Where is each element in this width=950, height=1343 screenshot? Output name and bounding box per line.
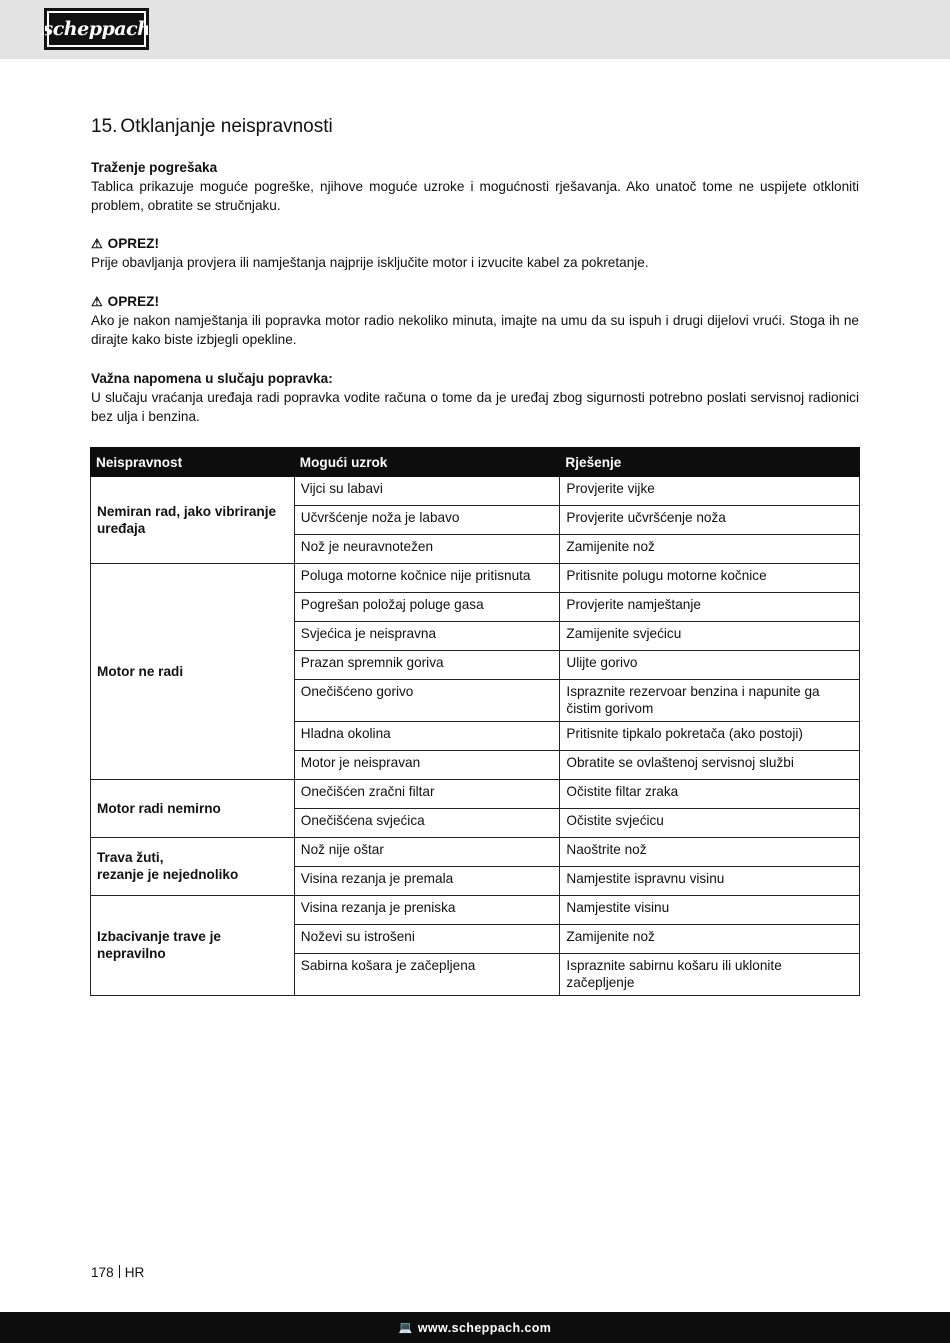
solution-cell: Obratite se ovlaštenoj servisnoj službi <box>560 751 860 780</box>
column-header-solution: Rješenje <box>560 448 860 477</box>
table-row <box>91 896 860 925</box>
website-link[interactable]: www.scheppach.com <box>417 1320 552 1335</box>
solution-cell: Pritisnite tipkalo pokretača (ako postoji) <box>560 722 860 751</box>
solution-cell: Provjerite vijke <box>560 477 860 506</box>
section-title-text: Otklanjanje neispravnosti <box>120 116 333 137</box>
page-number: 178 <box>91 1265 114 1280</box>
cause-cell: Prazan spremnik goriva <box>294 651 560 680</box>
cause-cell: Sabirna košara je začepljena <box>294 954 560 996</box>
intro-text: Tablica prikazuje moguće pogreške, njihove moguće uzroke i mogućnosti rješavanja. Ako unatoč tome ne uspijete otkloniti problem, obratite se stručnjaku. <box>91 179 859 213</box>
warning-label: OPREZ! <box>107 294 160 309</box>
separator <box>119 1265 120 1278</box>
fault-cell: Trava žuti, rezanje je nejednoliko <box>91 838 295 896</box>
fault-cell: Nemiran rad, jako vibriranje uređaja <box>91 477 295 564</box>
warning-text: Prije obavljanja provjera ili namještanja najprije isključite motor i izvucite kabel za pokretanje. <box>91 255 649 270</box>
troubleshooting-table <box>90 447 860 996</box>
cause-cell: Svjećica je neispravna <box>294 622 560 651</box>
cause-cell: Učvršćenje noža je labavo <box>294 506 560 535</box>
solution-cell: Očistite svjećicu <box>560 809 860 838</box>
solution-cell: Pritisnite polugu motorne kočnice <box>560 564 860 593</box>
solution-cell: Provjerite učvršćenje noža <box>560 506 860 535</box>
solution-cell: Zamijenite svjećicu <box>560 622 860 651</box>
table-row <box>91 838 860 867</box>
intro-block <box>91 158 859 215</box>
language-code: HR <box>124 1265 145 1280</box>
page-number-footer <box>91 1265 144 1280</box>
cause-cell: Onečišćen zračni filtar <box>294 780 560 809</box>
table-row <box>91 564 860 593</box>
computer-icon: 💻 <box>398 1322 413 1334</box>
warning-triangle-icon: ⚠ <box>91 236 103 251</box>
table-row <box>91 780 860 809</box>
cause-cell: Hladna okolina <box>294 722 560 751</box>
column-header-cause: Mogući uzrok <box>294 448 560 477</box>
solution-cell: Naoštrite nož <box>560 838 860 867</box>
repair-note-heading: Važna napomena u slučaju popravka: <box>91 371 333 386</box>
solution-cell: Zamijenite nož <box>560 535 860 564</box>
cause-cell: Onečišćeno gorivo <box>294 680 560 722</box>
solution-cell: Očistite filtar zraka <box>560 780 860 809</box>
column-header-fault: Neispravnost <box>91 448 295 477</box>
fault-cell: Izbacivanje trave je nepravilno <box>91 896 295 996</box>
cause-cell: Poluga motorne kočnice nije pritisnuta <box>294 564 560 593</box>
cause-cell: Visina rezanja je preniska <box>294 896 560 925</box>
solution-cell: Namjestite visinu <box>560 896 860 925</box>
warning-block-2 <box>91 292 859 349</box>
solution-cell: Ispraznite sabirnu košaru ili uklonite začepljenje <box>560 954 860 996</box>
section-title <box>91 116 333 138</box>
cause-cell: Noževi su istrošeni <box>294 925 560 954</box>
warning-text: Ako je nakon namještanja ili popravka motor radio nekoliko minuta, imajte na umu da su ispuh i drugi dijelovi vrući. Stoga ih ne dirajte kako biste izbjegli opekline. <box>91 313 859 347</box>
cause-cell: Visina rezanja je premala <box>294 867 560 896</box>
warning-label: OPREZ! <box>107 236 160 251</box>
intro-heading: Traženje pogrešaka <box>91 160 218 175</box>
solution-cell: Zamijenite nož <box>560 925 860 954</box>
repair-note-text: U slučaju vraćanja uređaja radi popravka vodite računa o tome da je uređaj zbog sigurnosti potrebno poslati servisnoj radionici bez ulja i benzina. <box>91 390 859 424</box>
cause-cell: Motor je neispravan <box>294 751 560 780</box>
table-header-row <box>91 448 860 477</box>
solution-cell: Ulijte gorivo <box>560 651 860 680</box>
brand-logo: scheppach <box>45 9 148 49</box>
cause-cell: Nož nije oštar <box>294 838 560 867</box>
cause-cell: Vijci su labavi <box>294 477 560 506</box>
fault-cell: Motor radi nemirno <box>91 780 295 838</box>
solution-cell: Ispraznite rezervoar benzina i napunite ga čistim gorivom <box>560 680 860 722</box>
footer-band <box>0 1312 950 1343</box>
cause-cell: Pogrešan položaj poluge gasa <box>294 593 560 622</box>
solution-cell: Namjestite ispravnu visinu <box>560 867 860 896</box>
cause-cell: Onečišćena svjećica <box>294 809 560 838</box>
solution-cell: Provjerite namještanje <box>560 593 860 622</box>
repair-note-block <box>91 369 859 426</box>
cause-cell: Nož je neuravnotežen <box>294 535 560 564</box>
warning-triangle-icon: ⚠ <box>91 294 103 309</box>
fault-cell: Motor ne radi <box>91 564 295 780</box>
section-number: 15. <box>91 116 118 137</box>
header-band <box>0 0 950 59</box>
table-row <box>91 477 860 506</box>
warning-block-1 <box>91 234 859 272</box>
